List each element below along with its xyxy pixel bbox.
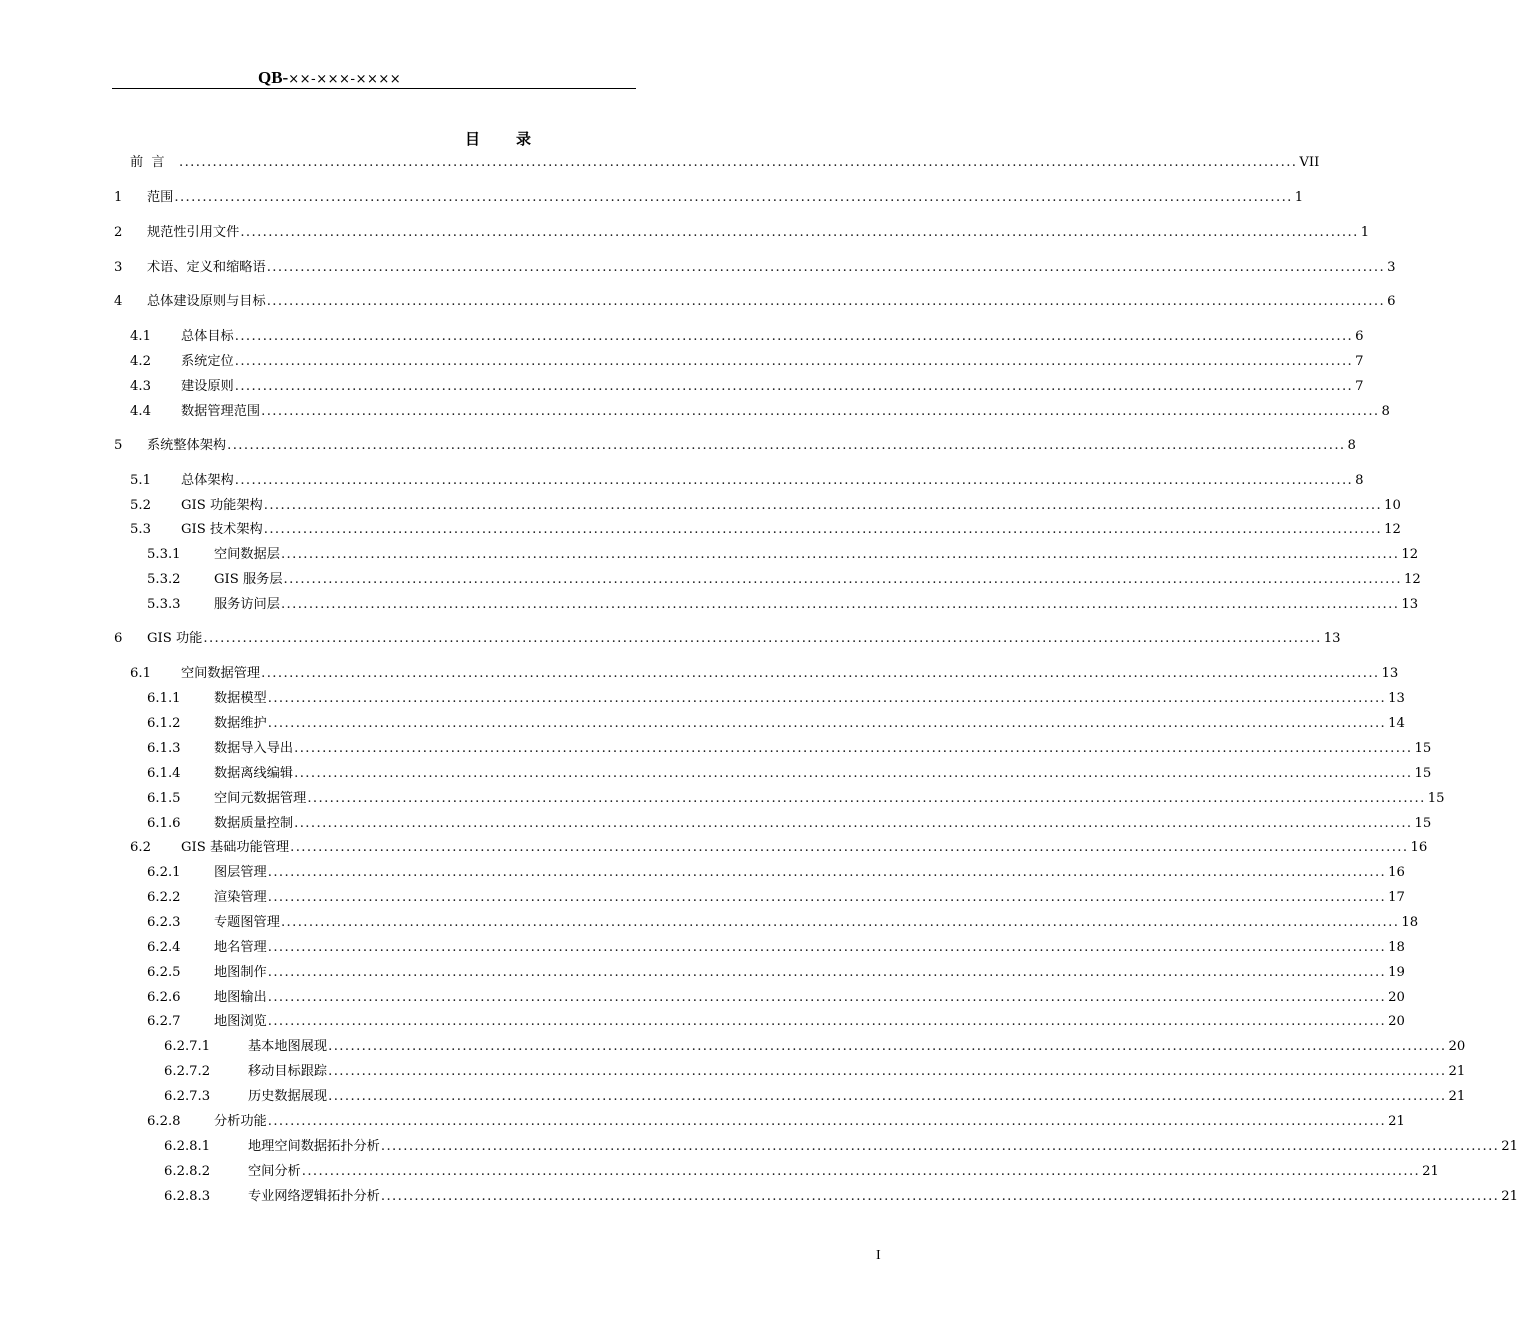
toc-entry[interactable] — [0, 689, 1405, 709]
toc-entry[interactable] — [0, 888, 1405, 908]
toc-leader-dots: ........................................................................................................................................................................................................ — [240, 225, 1359, 240]
toc-entry-page: 15 — [1414, 816, 1432, 831]
toc-entry-title: 地图制作 — [214, 965, 267, 980]
toc-entry[interactable] — [0, 258, 1396, 278]
toc-entry-title: 图层管理 — [214, 865, 267, 880]
toc-entry-page: 1 — [1360, 225, 1370, 240]
toc-entry-number: 3 — [114, 260, 123, 275]
toc-entry[interactable] — [0, 545, 1419, 565]
toc-leader-dots: ........................................................................................................................................................................................................ — [263, 498, 1383, 513]
toc-leader-dots: ........................................................................................................................................................................................................ — [174, 190, 1293, 205]
toc-leader-dots: ........................................................................................................................................................................................................ — [267, 1114, 1387, 1129]
toc-entry-page: 12 — [1401, 547, 1419, 562]
toc-entry-number: 4.4 — [130, 404, 151, 419]
toc-entry-page: 6 — [1387, 294, 1396, 309]
toc-entry-page: 12 — [1403, 572, 1421, 587]
toc-entry[interactable] — [0, 471, 1364, 491]
toc-entry[interactable] — [0, 764, 1432, 784]
toc-entry[interactable] — [0, 570, 1421, 590]
toc-leader-dots: ........................................................................................................................................................................................................ — [267, 965, 1387, 980]
toc-leader-dots: ........................................................................................................................................................................................................ — [328, 1064, 1447, 1079]
toc-entry-page: 13 — [1388, 691, 1405, 706]
toc-title-part1: 目 — [464, 130, 480, 148]
toc-leader-dots: ........................................................................................................................................................................................................ — [263, 522, 1383, 537]
toc-entry-title: 移动目标跟踪 — [248, 1064, 328, 1079]
toc-entry-number: 6.2.8.2 — [164, 1164, 211, 1179]
toc-entry-title: 范围 — [147, 190, 174, 205]
toc-entry-title: 专业网络逻辑拓扑分析 — [248, 1189, 380, 1204]
toc-leader-dots: ........................................................................................................................................................................................................ — [234, 473, 1354, 488]
toc-entry-number: 6.2.5 — [147, 965, 181, 980]
toc-leader-dots: ........................................................................................................................................................................................................ — [328, 1039, 1447, 1054]
toc-entry-page: 20 — [1388, 1014, 1405, 1029]
toc-entry-number: 6.2.7.2 — [164, 1064, 211, 1079]
toc-entry-title: 建设原则 — [181, 379, 234, 394]
document-code-number: ××-×××-×××× — [288, 72, 402, 87]
toc-entry-number: 4.1 — [130, 329, 151, 344]
toc-entry-number: 6.2.8 — [147, 1114, 181, 1129]
toc-leader-dots: ........................................................................................................................................................................................................ — [280, 915, 1400, 930]
toc-entry-number: 5.2 — [130, 498, 151, 513]
toc-entry-number: 1 — [114, 190, 123, 205]
toc-entry-title: GIS 服务层 — [214, 572, 283, 587]
toc-entry[interactable] — [0, 520, 1401, 540]
toc-entry-number: 6.1.2 — [147, 716, 181, 731]
toc-entry-page: 17 — [1388, 890, 1405, 905]
toc-leader-dots: ........................................................................................................................................................................................................ — [234, 329, 1354, 344]
toc-entry[interactable] — [0, 292, 1396, 312]
toc-entry-number: 6.2.1 — [147, 865, 181, 880]
toc-entry[interactable] — [0, 223, 1370, 243]
toc-entry-number: 4.2 — [130, 354, 151, 369]
toc-entry-title: 专题图管理 — [214, 915, 280, 930]
toc-entry[interactable] — [0, 1012, 1405, 1032]
toc-entry-page: 14 — [1388, 716, 1405, 731]
toc-entry[interactable] — [0, 377, 1364, 397]
toc-leader-dots: ........................................................................................................................................................................................................ — [380, 1139, 1500, 1154]
toc-entry-page: 16 — [1410, 840, 1428, 855]
toc-entry-number: 4 — [114, 294, 123, 309]
toc-entry-page: 21 — [1501, 1189, 1518, 1204]
toc-entry-page: 20 — [1448, 1039, 1466, 1054]
toc-entry-title: 数据维护 — [214, 716, 267, 731]
page-number: I — [876, 1248, 881, 1263]
toc-entry-number: 5.3 — [130, 522, 151, 537]
toc-entry-number: 6.1.6 — [147, 816, 181, 831]
toc-entry[interactable] — [0, 496, 1401, 516]
toc-leader-dots: ........................................................................................................................................................................................................ — [294, 741, 1413, 756]
toc-entry-title: 总体目标 — [181, 329, 234, 344]
toc-entry-title: 规范性引用文件 — [147, 225, 240, 240]
toc-entry[interactable] — [0, 714, 1405, 734]
toc-entry-number: 6.2.8.1 — [164, 1139, 211, 1154]
toc-entry-title: 地理空间数据拓扑分析 — [248, 1139, 380, 1154]
toc-entry-number: 6.2.4 — [147, 940, 181, 955]
toc-entry-title: 基本地图展现 — [248, 1039, 328, 1054]
toc-entry[interactable] — [0, 988, 1405, 1008]
toc-entry-page: 7 — [1355, 354, 1364, 369]
toc-leader-dots: ........................................................................................................................................................................................................ — [294, 816, 1413, 831]
toc-entry-number: 6.2.6 — [147, 990, 181, 1005]
toc-entry-number: 5.3.2 — [147, 572, 181, 587]
toc-entry-title: 数据质量控制 — [214, 816, 294, 831]
toc-entry-title: 历史数据展现 — [248, 1089, 328, 1104]
toc-entry[interactable] — [0, 402, 1390, 422]
toc-entry-page: 18 — [1401, 915, 1419, 930]
toc-entry[interactable] — [0, 963, 1405, 983]
toc-entry-page: 19 — [1388, 965, 1405, 980]
toc-entry-title: GIS 功能架构 — [181, 498, 263, 513]
toc-entry[interactable] — [0, 789, 1445, 809]
toc-entry-page: VII — [1299, 155, 1320, 170]
toc-entry-page: 20 — [1388, 990, 1405, 1005]
toc-entry-page: 8 — [1381, 404, 1390, 419]
toc-entry-number: 6.2.8.3 — [164, 1189, 211, 1204]
toc-entry-page: 21 — [1448, 1089, 1466, 1104]
toc-entry[interactable] — [0, 1187, 1518, 1207]
toc-entry-title: 地名管理 — [214, 940, 267, 955]
toc-entry-number: 6.1.1 — [147, 691, 181, 706]
toc-entry-page: 16 — [1388, 865, 1405, 880]
toc-leader-dots: ........................................................................................................................................................................................................ — [261, 404, 1380, 419]
toc-entry[interactable] — [0, 664, 1399, 684]
toc-leader-dots: ........................................................................................................................................................................................................ — [267, 940, 1387, 955]
toc-entry[interactable] — [0, 1112, 1405, 1132]
toc-leader-dots: ........................................................................................................................................................................................................ — [234, 354, 1354, 369]
toc-entry-title: 渲染管理 — [214, 890, 267, 905]
toc-entry-title: 空间元数据管理 — [214, 791, 307, 806]
toc-entry-page: 13 — [1401, 597, 1419, 612]
toc-entry-title: 总体建设原则与目标 — [147, 294, 266, 309]
toc-leader-dots: ........................................................................................................................................................................................................ — [307, 791, 1426, 806]
toc-entry-number: 5.1 — [130, 473, 151, 488]
toc-entry-number: 6.2.3 — [147, 915, 181, 930]
toc-entry[interactable] — [0, 838, 1428, 858]
toc-entry-page: 3 — [1387, 260, 1396, 275]
toc-leader-dots: ........................................................................................................................................................................................................ — [283, 572, 1402, 587]
toc-entry-number: 6.2.2 — [147, 890, 181, 905]
toc-entry[interactable] — [0, 863, 1405, 883]
toc-entry-title: 总体架构 — [181, 473, 234, 488]
toc-entry-number: 6.1 — [130, 666, 151, 681]
toc-leader-dots: ........................................................................................................................................................................................................ — [266, 260, 1386, 275]
toc-entry-page: 15 — [1414, 766, 1432, 781]
toc-leader-dots: ........................................................................................................................................................................................................ — [261, 666, 1380, 681]
toc-leader-dots: ........................................................................................................................................................................................................ — [267, 1014, 1387, 1029]
document-code-prefix: QB- — [258, 68, 289, 87]
toc-entry-number: 6.1.4 — [147, 766, 181, 781]
toc-entry-number: 6.2.7.3 — [164, 1089, 211, 1104]
toc-entry-number: 5.3.1 — [147, 547, 181, 562]
toc-leader-dots: ........................................................................................................................................................................................................ — [203, 631, 1322, 646]
toc-entry-page: 21 — [1501, 1139, 1518, 1154]
toc-entry-page: 10 — [1384, 498, 1401, 513]
toc-entry-number: 6.2.7.1 — [164, 1039, 211, 1054]
toc-leader-dots: ........................................................................................................................................................................................................ — [328, 1089, 1447, 1104]
toc-leader-dots: ........................................................................................................................................................................................................ — [179, 155, 1298, 170]
toc-entry-title: 系统定位 — [181, 354, 234, 369]
toc-leader-dots: ........................................................................................................................................................................................................ — [267, 716, 1387, 731]
toc-entry-page: 12 — [1384, 522, 1401, 537]
toc-entry-number: 4.3 — [130, 379, 151, 394]
toc-entry-page: 21 — [1448, 1064, 1466, 1079]
toc-entry-number: 6.1.3 — [147, 741, 181, 756]
toc-entry-title: 空间数据管理 — [181, 666, 261, 681]
toc-entry-title: GIS 功能 — [147, 631, 203, 646]
toc-entry-page: 21 — [1388, 1114, 1405, 1129]
toc-entry-title: GIS 技术架构 — [181, 522, 263, 537]
toc-leader-dots: ........................................................................................................................................................................................................ — [380, 1189, 1500, 1204]
toc-entry-page: 6 — [1355, 329, 1364, 344]
toc-entry-title: 系统整体架构 — [147, 438, 227, 453]
toc-entry[interactable] — [0, 1162, 1439, 1182]
toc-entry-title: 分析功能 — [214, 1114, 267, 1129]
toc-leader-dots: ........................................................................................................................................................................................................ — [267, 691, 1387, 706]
toc-leader-dots: ........................................................................................................................................................................................................ — [267, 890, 1387, 905]
toc-entry-page: 8 — [1347, 438, 1356, 453]
toc-leader-dots: ........................................................................................................................................................................................................ — [267, 990, 1387, 1005]
toc-entry[interactable] — [0, 814, 1432, 834]
toc-entry-title: 数据模型 — [214, 691, 267, 706]
toc-leader-dots: ........................................................................................................................................................................................................ — [301, 1164, 1421, 1179]
toc-entry[interactable] — [0, 153, 1320, 173]
toc-entry[interactable] — [0, 938, 1405, 958]
toc-entry[interactable] — [0, 352, 1364, 372]
toc-entry[interactable] — [0, 1137, 1518, 1157]
toc-entry-title: 地图输出 — [214, 990, 267, 1005]
toc-entry-page: 13 — [1323, 631, 1341, 646]
toc-entry-number: 6.2.7 — [147, 1014, 181, 1029]
toc-entry-page: 7 — [1355, 379, 1364, 394]
toc-entry[interactable] — [0, 913, 1419, 933]
toc-entry-title: GIS 基础功能管理 — [181, 840, 290, 855]
toc-leader-dots: ........................................................................................................................................................................................................ — [234, 379, 1354, 394]
toc-leader-dots: ........................................................................................................................................................................................................ — [267, 865, 1387, 880]
toc-entry-number: 2 — [114, 225, 123, 240]
toc-entry[interactable] — [0, 188, 1304, 208]
toc-entry[interactable] — [0, 1087, 1466, 1107]
toc-entry-title: 空间分析 — [248, 1164, 301, 1179]
toc-entry-title: 术语、定义和缩略语 — [147, 260, 266, 275]
toc-leader-dots: ........................................................................................................................................................................................................ — [280, 597, 1400, 612]
toc-title-part2: 录 — [516, 130, 532, 148]
toc-entry-number: 前 言 — [130, 155, 167, 170]
toc-entry-number: 5.3.3 — [147, 597, 181, 612]
toc-entry-page: 15 — [1414, 741, 1432, 756]
toc-entry[interactable] — [0, 595, 1419, 615]
toc-entry[interactable] — [0, 1062, 1466, 1082]
toc-entry[interactable] — [0, 739, 1432, 759]
toc-entry-page: 13 — [1381, 666, 1399, 681]
toc-leader-dots: ........................................................................................................................................................................................................ — [280, 547, 1400, 562]
toc-entry-page: 21 — [1422, 1164, 1439, 1179]
toc-entry-number: 5 — [114, 438, 123, 453]
toc-entry-page: 1 — [1294, 190, 1304, 205]
toc-entry-title: 数据导入导出 — [214, 741, 294, 756]
toc-entry-title: 空间数据层 — [214, 547, 280, 562]
toc-entry[interactable] — [0, 629, 1341, 649]
toc-leader-dots: ........................................................................................................................................................................................................ — [227, 438, 1346, 453]
toc-entry-page: 8 — [1355, 473, 1364, 488]
toc-entry-title: 数据离线编辑 — [214, 766, 294, 781]
toc-leader-dots: ........................................................................................................................................................................................................ — [266, 294, 1386, 309]
toc-entry-page: 15 — [1427, 791, 1445, 806]
toc-entry-title: 数据管理范围 — [181, 404, 261, 419]
toc-entry-page: 18 — [1388, 940, 1405, 955]
toc-entry-number: 6 — [114, 631, 123, 646]
toc-leader-dots: ........................................................................................................................................................................................................ — [294, 766, 1413, 781]
toc-entry-number: 6.1.5 — [147, 791, 181, 806]
toc-entry-title: 地图浏览 — [214, 1014, 267, 1029]
toc-entry-number: 6.2 — [130, 840, 151, 855]
toc-entry[interactable] — [0, 436, 1356, 456]
toc-entry[interactable] — [0, 327, 1364, 347]
toc-entry[interactable] — [0, 1037, 1466, 1057]
toc-leader-dots: ........................................................................................................................................................................................................ — [290, 840, 1409, 855]
toc-entry-title: 服务访问层 — [214, 597, 280, 612]
